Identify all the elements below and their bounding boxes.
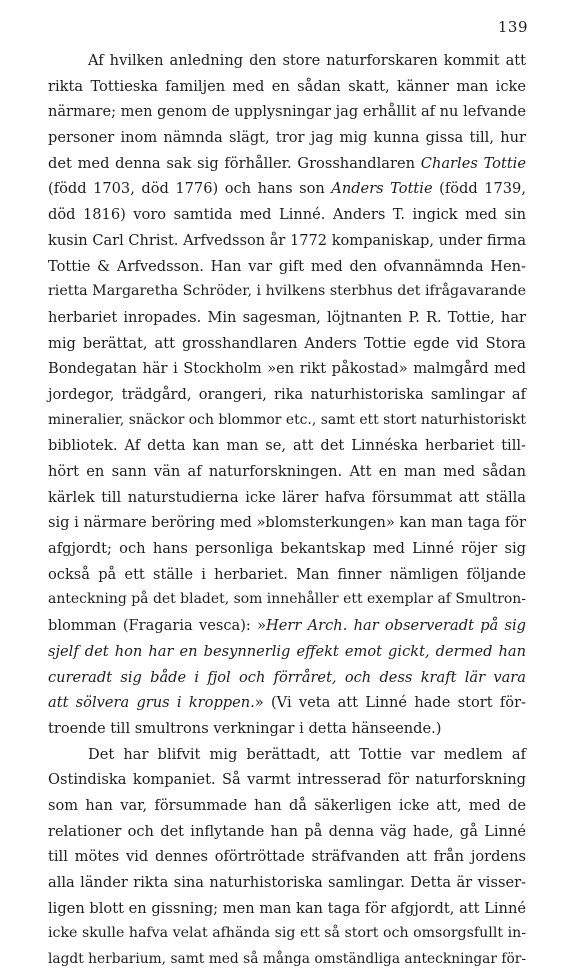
text-segment: » (Vi veta att Linné hade stort för- — [254, 694, 526, 712]
text-segment: icke skulle hafva velat afhända sig ett så stort och omsorgsfullt in- — [48, 925, 526, 942]
text-segment: kusin Carl Christ. Arfvedsson år 1772 kompaniskap, under firma — [48, 231, 526, 249]
text-line — [48, 793, 526, 819]
text-line — [48, 716, 526, 742]
italic-text: sjelf det hon har en besynnerlig effekt emot gickt, dermed han — [48, 642, 526, 660]
text-line — [48, 562, 526, 588]
text-segment: det med denna sak sig förhåller. Grosshandlaren — [48, 154, 421, 172]
text-segment: herbariet inropades. Min sagesman, löjtnanten P. R. Tottie, har — [48, 308, 526, 326]
text-line — [48, 305, 526, 331]
text-line — [48, 844, 526, 870]
text-line — [48, 202, 526, 228]
page-number: 139 — [497, 18, 528, 36]
italic-text: Charles Tottie — [420, 154, 526, 172]
text-segment: också på ett ställe i herbariet. Man finner nämligen följande — [48, 565, 526, 583]
text-segment: (född 1739, — [432, 180, 526, 198]
text-segment: närmare; men genom de upplysningar jag erhållit af nu lefvande — [48, 103, 526, 121]
text-line — [48, 331, 526, 357]
text-segment: bibliotek. Af detta kan man se, att det Linnéska herbariet till- — [48, 437, 526, 455]
text-line — [48, 665, 526, 691]
text-line — [48, 74, 526, 100]
text-segment: ligen blott en gissning; men man kan taga för afgjordt, att Linné — [48, 899, 526, 917]
text-line — [48, 408, 526, 434]
italic-text: cureradt sig både i fjol och förråret, och dess kraft lär vara — [48, 668, 526, 686]
text-segment: Af hvilken anledning den store naturforskaren kommit att — [88, 52, 526, 69]
text-line — [48, 99, 526, 125]
text-line — [48, 639, 526, 665]
text-segment: personer inom nämnda slägt, tror jag mig kunna gissa till, hur — [48, 129, 526, 147]
text-line — [48, 151, 526, 177]
text-segment: rietta Margaretha Schröder, i hvilkens sterbhus det ifrågavarande — [48, 283, 526, 300]
text-line — [48, 228, 526, 254]
text-segment: jordegor, trädgård, orangeri, rika naturhistoriska samlingar af — [48, 385, 526, 403]
text-segment: som han var, försummade han då säkerligen icke att, med de — [48, 796, 526, 814]
text-segment: Det har blifvit mig berättadt, att Tottie var medlem af — [88, 745, 526, 763]
text-line — [48, 767, 526, 793]
text-segment: död 1816) voro samtida med Linné. Anders T. ingick med sin — [48, 206, 526, 224]
text-segment: (född 1703, död 1776) och hans son — [48, 180, 332, 198]
text-segment: rikta Tottieska familjen med en sådan skatt, känner man icke — [48, 77, 526, 95]
body-text — [48, 48, 526, 973]
text-line — [48, 48, 526, 74]
text-line — [48, 485, 526, 511]
text-line — [48, 459, 526, 485]
text-line — [48, 176, 526, 202]
text-line — [48, 382, 526, 408]
text-line — [48, 125, 526, 151]
text-line — [48, 510, 526, 536]
italic-text: Anders Tottie — [331, 180, 433, 198]
text-line — [48, 690, 526, 716]
text-line — [48, 536, 526, 562]
text-segment: alla länder rikta sina naturhistoriska samlingar. Detta är visser- — [48, 874, 526, 891]
text-line — [48, 254, 526, 280]
text-segment: Ostindiska kompaniet. Så varmt intresserad för naturforskning — [48, 771, 526, 789]
text-segment: sig i närmare beröring med »blomsterkungen» kan man taga för — [48, 514, 526, 532]
text-segment: till mötes vid dennes oförtröttade sträfvanden att från jordens — [48, 848, 526, 866]
italic-text: Herr Arch. har observeradt på sig — [266, 617, 526, 635]
text-line — [48, 433, 526, 459]
text-line — [48, 279, 526, 305]
text-line — [48, 896, 526, 922]
text-line — [48, 356, 526, 382]
text-line — [48, 613, 526, 639]
text-line — [48, 742, 526, 768]
text-segment: afgjordt; och hans personliga bekantskap med Linné röjer sig — [48, 540, 526, 558]
text-segment: blomman (Fragaria vesca): » — [48, 617, 267, 635]
text-segment: kärlek till naturstudierna icke lärer hafva försummat att ställa — [48, 488, 526, 506]
text-line — [48, 587, 526, 613]
text-segment: lagdt herbarium, samt med så många omständliga anteckningar för- — [48, 951, 526, 968]
text-segment: relationer och det inflytande han på denna väg hade, gå Linné — [48, 822, 526, 840]
text-segment: hört en sann vän af naturforskningen. Att en man med sådan — [48, 463, 526, 480]
text-line — [48, 947, 526, 973]
text-segment: Tottie & Arfvedsson. Han var gift med den ofvannämnda Hen- — [48, 257, 526, 275]
text-segment: anteckning på det bladet, som innehåller ett exemplar af Smultron- — [48, 591, 526, 608]
italic-text: att sölvera grus i kroppen. — [48, 694, 255, 712]
text-line — [48, 870, 526, 896]
text-segment: mineralier, snäckor och blommor etc., samt ett stort naturhistoriskt — [48, 411, 526, 428]
text-segment: Bondegatan här i Stockholm »en rikt påkostad» malmgård med — [48, 360, 526, 378]
text-segment: troende till smultrons verkningar i detta hänseende.) — [48, 719, 442, 737]
text-line — [48, 819, 526, 845]
text-line — [48, 921, 526, 947]
text-segment: mig berättat, att grosshandlaren Anders Tottie egde vid Stora — [48, 334, 526, 352]
